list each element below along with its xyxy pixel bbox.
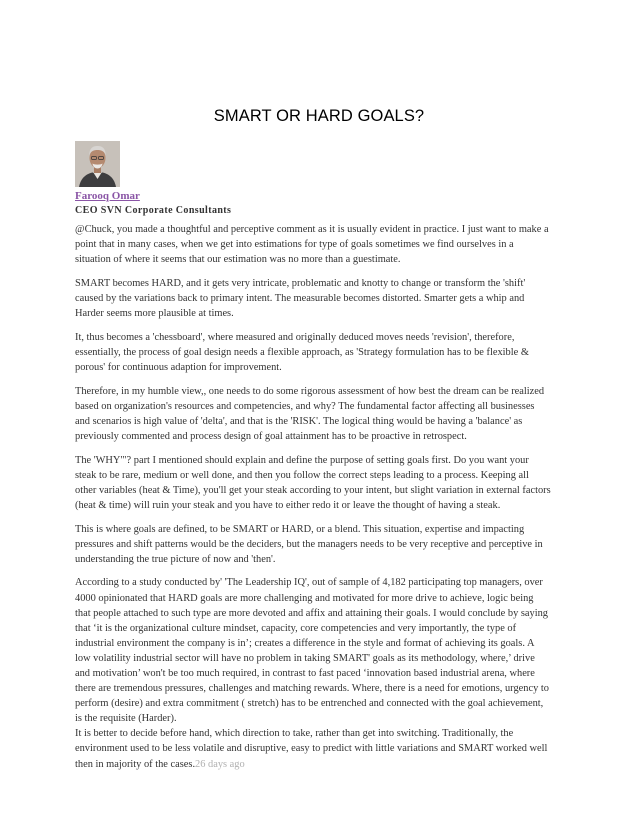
comment-paragraph: @Chuck, you made a thoughtful and perceptive comment as it is usually evident in practice. I just want to make a point that in many cases, when we get into estimations for type of goals sometimes we find ourselves in a situation of where it seems that our estimation was no more than a guestimate.: [75, 224, 549, 266]
comment-paragraph: According to a study conducted by' 'The Leadership IQ', out of sample of 4,182 participating top managers, over 4000 opinionated that HARD goals are more challenging and motivated for more drive to achieve, logic being that people attached to such type are more devoted and affix and attaining their goals. I would conclude by saying that ‘it is the organizational culture mindset, capacity, core competencies and very importantly, the type of industrial environment the company is in’; creates a difference in the style and format of achieving its goals. A low volatility industrial sector will have no problem in taking SMART' goals as its methodology, where,’ drive and motivation’ won't be too much required, in contrast to fast paced ‘innovation based industrial arena, where there are tremendous pressures, challenges and matching rewards. Where, there is a need for emotions, urgency to perform (desire) and extra commitment ( stretch) has to be entrenched and connected with the goal achievement, is the requisite (Harder).: [75, 577, 549, 725]
comment-timestamp[interactable]: 26 days ago: [195, 758, 245, 770]
comment-final-text: It is better to decide before hand, which direction to take, rather than get into switching. Traditionally, the environment used to be less volatile and disruptive, easy to predict with little variations and SMART worked well then in majority of the cases.: [75, 728, 548, 770]
comment-paragraph: It, thus becomes a 'chessboard', where measured and originally deduced moves needs 'revision', therefore, essentially, the process of goal design needs a flexible approach, as 'Strategy formulation has to be flexible & porous' for continuous adaption for improvement.: [75, 331, 529, 373]
comment-body: [75, 222, 551, 772]
author-name-link[interactable]: Farooq Omar: [75, 190, 140, 202]
author-role: CEO SVN Corporate Consultants: [75, 205, 232, 216]
author-avatar[interactable]: [75, 141, 120, 187]
comment-paragraph: SMART becomes HARD, and it gets very intricate, problematic and knotty to change or transform the 'shift' caused by the variations back to primary intent. The measurable becomes distorted. Smarter gets a whip and Harder seems more plausible at times.: [75, 277, 526, 320]
comment-paragraph: Therefore, in my humble view,, one needs to do some rigorous assessment of how best the dream can be realized based on organization's resources and competencies, and why? The fundamental factor affecting all businesses and scenarios is high value of 'delta', and that is the 'RISK'. The logical thing would be having a 'balance' as previously commented and process design of goal attainment has to be proactive in retrospect.: [75, 385, 545, 442]
document-title: SMART OR HARD GOALS?: [213, 107, 425, 125]
person-portrait-icon: [75, 141, 120, 187]
comment-paragraph: This is where goals are defined, to be SMART or HARD, or a blend. This situation, expertise and impacting pressures and shift patterns would be the deciders, but the managers needs to be very receptive and perceptive in understanding the true picture of now and 'then'.: [75, 523, 543, 565]
comment-final-paragraph: [75, 726, 551, 771]
comment-paragraph: The 'WHY'"? part I mentioned should explain and define the purpose of setting goals first. Do you want your steak to be rare, medium or well done, and then you follow the correct steps leading to a process. Keeping all other variables (heat & Time), you'll get your steak according to your intent, but slight variation in external factors (heat & time) will ruin your steak and you have to either redo it or leave the thought of having a steak.: [75, 454, 551, 511]
